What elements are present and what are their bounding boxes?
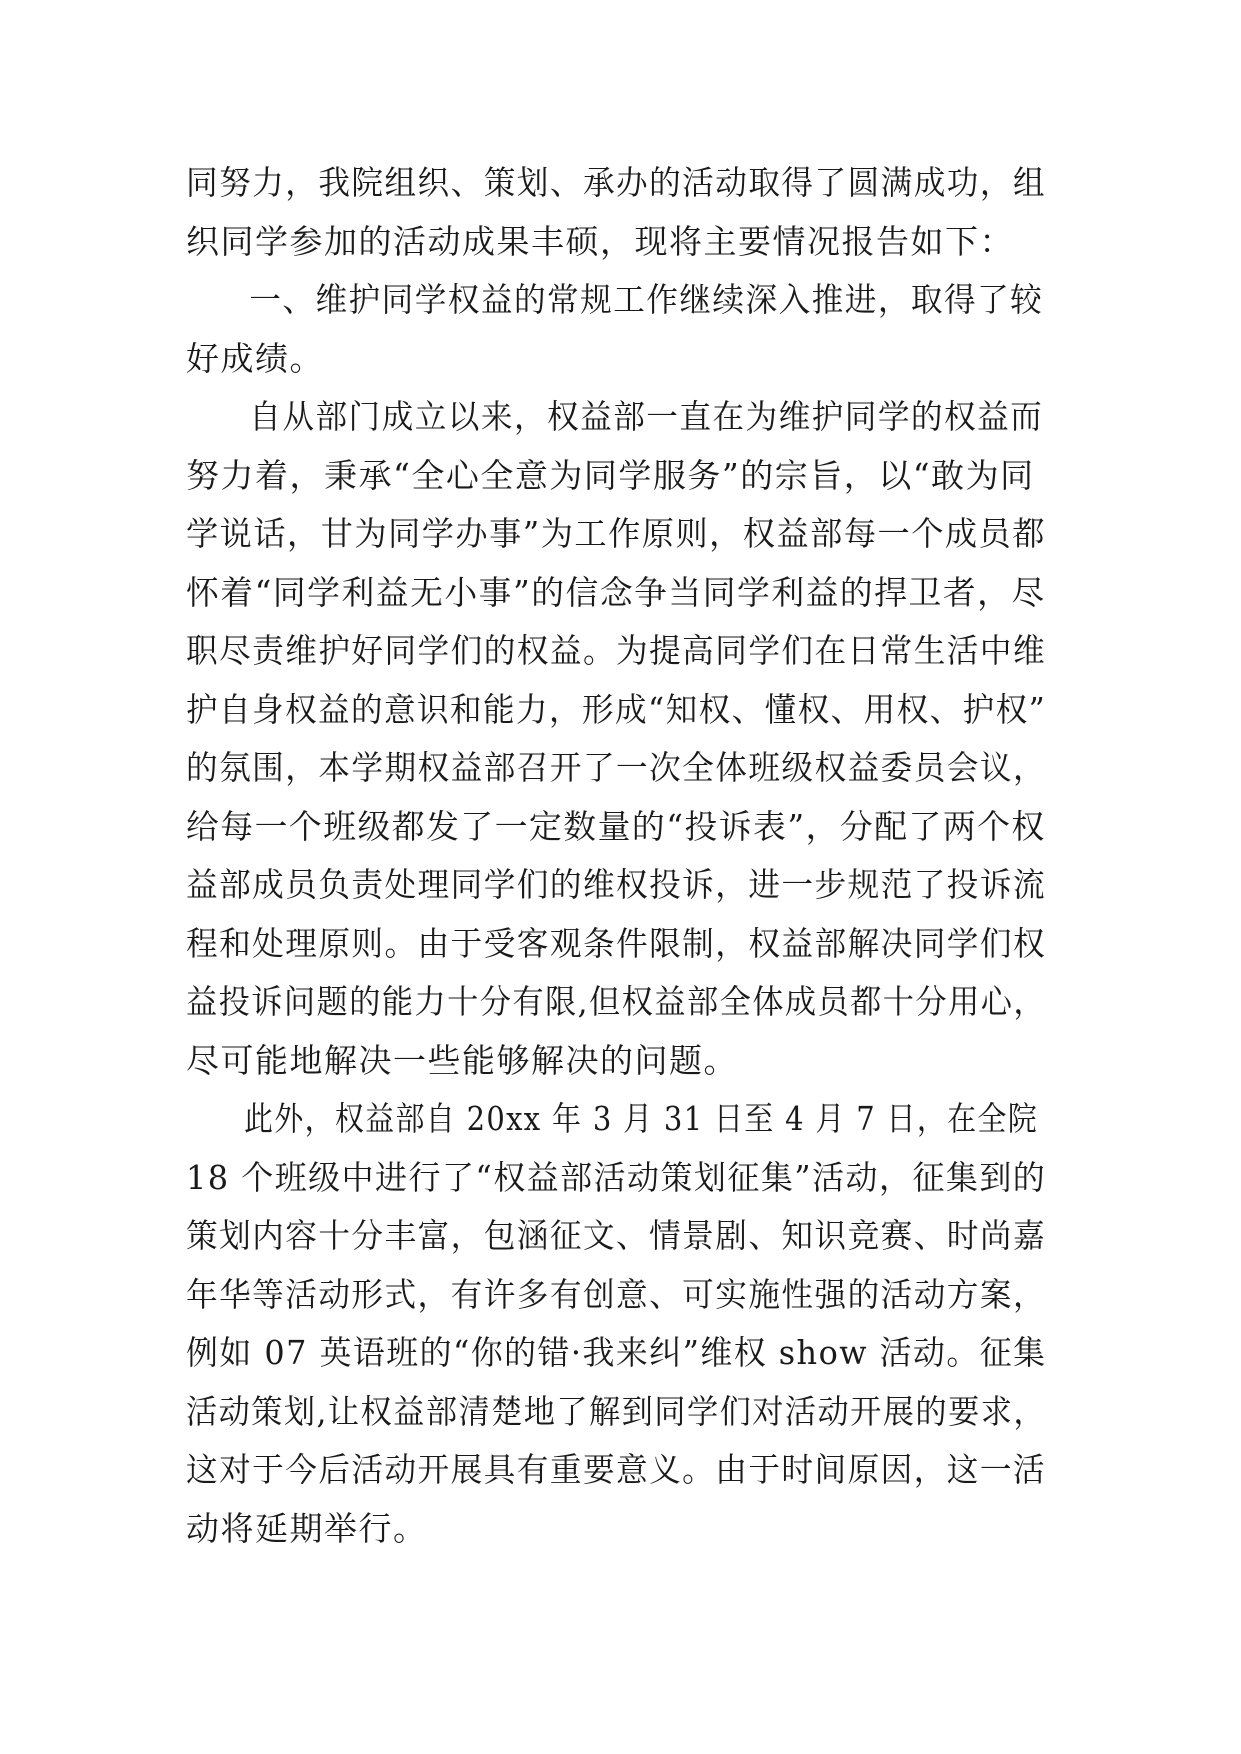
- text-line: 护自身权益的意识和能力，形成“知权、懂权、用权、护权”: [186, 689, 1047, 729]
- text-line: 同努力，我院组织、策划、承办的活动取得了圆满成功，组: [186, 163, 1047, 202]
- text-line: 策划内容十分丰富，包涵征文、情景剧、知识竞赛、时尚嘉: [186, 1216, 1047, 1255]
- text-line: 18 个班级中进行了“权益部活动策划征集”活动，征集到的: [186, 1157, 1047, 1197]
- text-line: 努力着，秉承“全心全意为同学服务”的宗旨，以“敢为同: [186, 455, 1035, 495]
- text-line: 活动策划,让权益部清楚地了解到同学们对活动开展的要求，: [186, 1391, 1047, 1431]
- text-line: 织同学参加的活动成果丰硕，现将主要情况报告如下：: [186, 221, 1014, 261]
- text-line: 这对于今后活动开展具有重要意义。由于时间原因，这一活: [186, 1450, 1047, 1489]
- text-line: 自从部门成立以来，权益部一直在为维护同学的权益而: [249, 397, 1044, 436]
- text-line: 益部成员负责处理同学们的维权投诉，进一步规范了投诉流: [186, 865, 1047, 904]
- text-line: 给每一个班级都发了一定数量的“投诉表”，分配了两个权: [186, 806, 1046, 846]
- text-line: 程和处理原则。由于受客观条件限制，权益部解决同学们权: [186, 923, 1047, 963]
- text-line: 职尽责维护好同学们的权益。为提高同学们在日常生活中维: [186, 631, 1047, 670]
- text-line: 尽可能地解决一些能够解决的问题。: [186, 1040, 738, 1080]
- text-line: 动将延期举行。: [186, 1508, 428, 1548]
- text-line: 怀着“同学利益无小事”的信念争当同学利益的捍卫者，尽: [186, 572, 1046, 612]
- text-line: 例如 07 英语班的“你的错·我来纠”维权 show 活动。征集: [186, 1333, 1047, 1372]
- text-line: 好成绩。: [186, 338, 324, 378]
- text-line: 的氛围，本学期权益部召开了一次全体班级权益委员会议，: [186, 748, 1047, 787]
- text-line: 年华等活动形式，有许多有创意、可实施性强的活动方案，: [186, 1274, 1047, 1314]
- text-line: 学说话，甘为同学办事”为工作原则，权益部每一个成员都: [186, 514, 1046, 553]
- text-line: 此外，权益部自 20xx 年 3 月 31 日至 4 月 7 日，在全院: [243, 1099, 1039, 1138]
- document-body: [186, 154, 1046, 1558]
- text-line: 益投诉问题的能力十分有限,但权益部全体成员都十分用心，: [186, 982, 1047, 1021]
- text-line: 一、维护同学权益的常规工作继续深入推进，取得了较: [249, 280, 1044, 319]
